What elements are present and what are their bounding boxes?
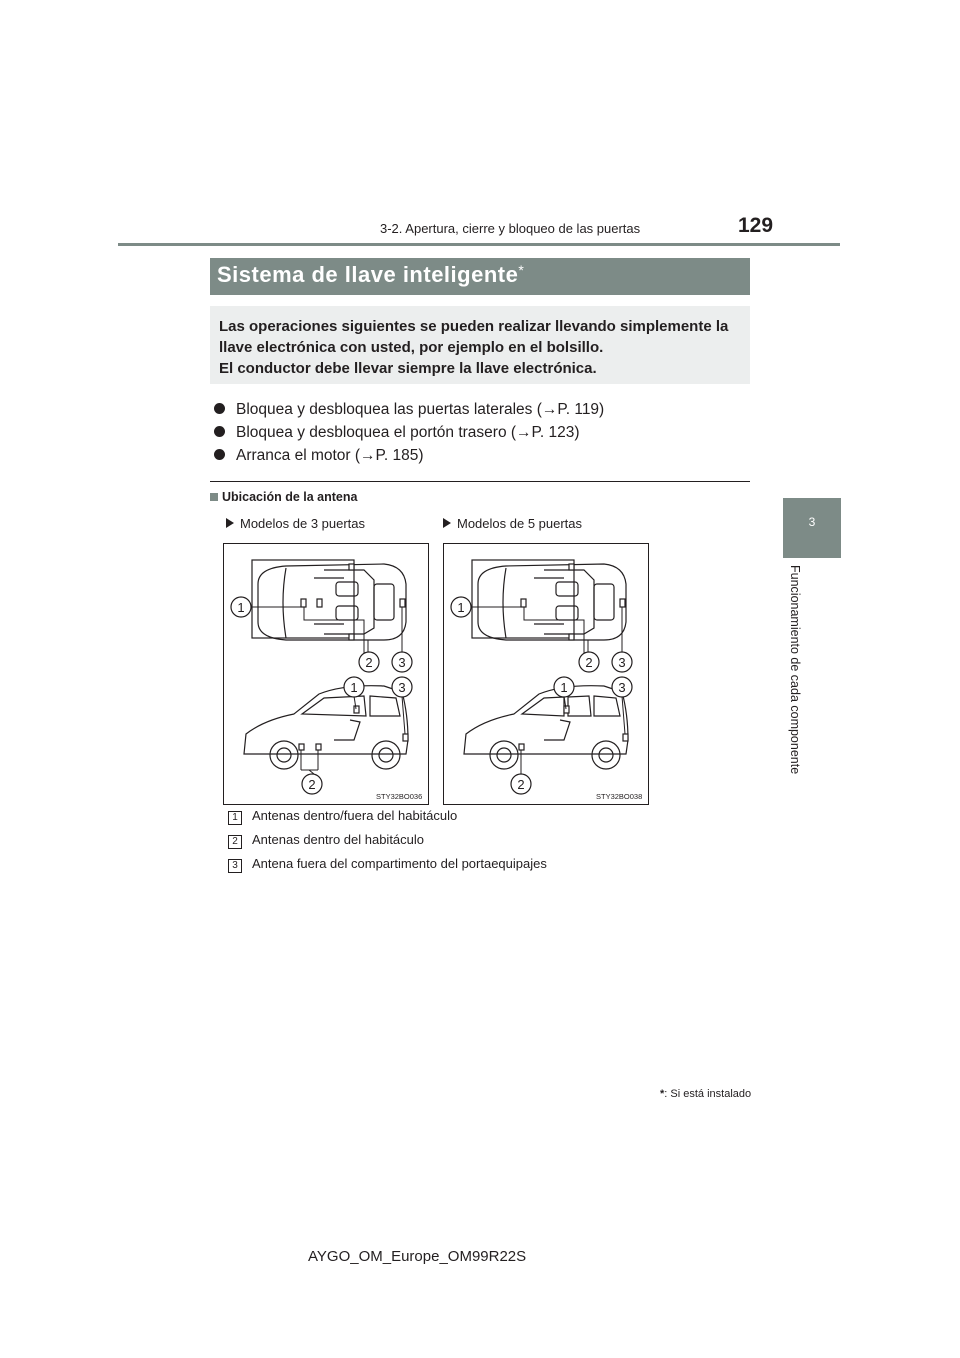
legend-item [228,808,457,825]
footnote [660,1088,751,1100]
callout-2: 2 [365,655,373,670]
bullet-icon [214,449,225,460]
intro-box [210,306,750,384]
antenna-heading-text: Ubicación de la antena [222,490,358,504]
callout-3: 3 [398,655,406,670]
bullet-item [214,401,604,419]
title-asterisk: * [518,262,524,278]
title-bar [210,258,750,295]
bullet-text: Bloquea y desbloquea las puertas laterales (→P. 119) [236,401,605,418]
intro-line: Las operaciones siguientes se pueden realizar llevando simplemente la [219,318,729,335]
bullet-item [214,447,424,465]
triangle-icon [226,518,234,528]
legend-text: Antenas dentro/fuera del habitáculo [252,808,458,823]
intro-line: El conductor debe llevar siempre la llave electrónica. [219,360,597,377]
callout-1: 1 [560,680,568,695]
car-diagram-3-door [224,544,428,804]
bullet-text: Bloquea y desbloquea el portón trasero (→P. 123) [236,424,580,441]
callout-1: 1 [350,680,358,695]
callout-2: 2 [308,777,316,792]
footnote-text: : Si está instalado [664,1088,752,1100]
side-tab-number: 3 [808,515,816,529]
side-tab-label: Funcionamiento de cada componente [788,565,802,775]
bullet-icon [214,426,225,437]
callout-3: 3 [618,655,626,670]
triangle-icon [443,518,451,528]
car-diagram-5-door [444,544,648,804]
footnote-symbol: * [660,1088,665,1100]
page-title: Sistema de llave inteligente [217,262,519,287]
footer-code: AYGO_OM_Europe_OM99R22S [308,1248,527,1265]
legend-item [228,856,547,873]
section-header: 3-2. Apertura, cierre y bloqueo de las puertas [380,221,641,236]
legend-text: Antenas dentro del habitáculo [252,832,425,847]
callout-2: 2 [517,777,525,792]
callout-3: 3 [398,680,406,695]
legend-text: Antena fuera del compartimento del portaequipajes [252,856,547,871]
image-code: STY32BO038 [596,792,643,801]
image-code: STY32BO036 [376,792,423,801]
callout-3: 3 [618,680,626,695]
legend-number: 3 [228,859,242,873]
bullet-item [214,424,580,442]
bullet-text: Arranca el motor (→P. 185) [236,447,424,464]
header-rule [118,243,840,246]
callout-1: 1 [237,600,245,615]
bullet-icon [214,403,225,414]
callout-1: 1 [457,600,465,615]
diagram-panel-3-door [223,543,429,805]
model-label-3-door [226,516,365,531]
section-rule [210,481,750,482]
legend-item [228,832,424,849]
callout-2: 2 [585,655,593,670]
diagram-panel-5-door [443,543,649,805]
intro-line: llave electrónica con usted, por ejemplo en el bolsillo. [219,339,604,356]
model-label-text: Modelos de 5 puertas [457,516,583,531]
page-number: 129 [738,214,774,237]
legend-number: 1 [228,811,242,825]
antenna-heading [210,490,357,504]
model-label-5-door [443,516,582,531]
model-label-text: Modelos de 3 puertas [240,516,366,531]
legend-number: 2 [228,835,242,849]
square-bullet-icon [210,493,218,501]
